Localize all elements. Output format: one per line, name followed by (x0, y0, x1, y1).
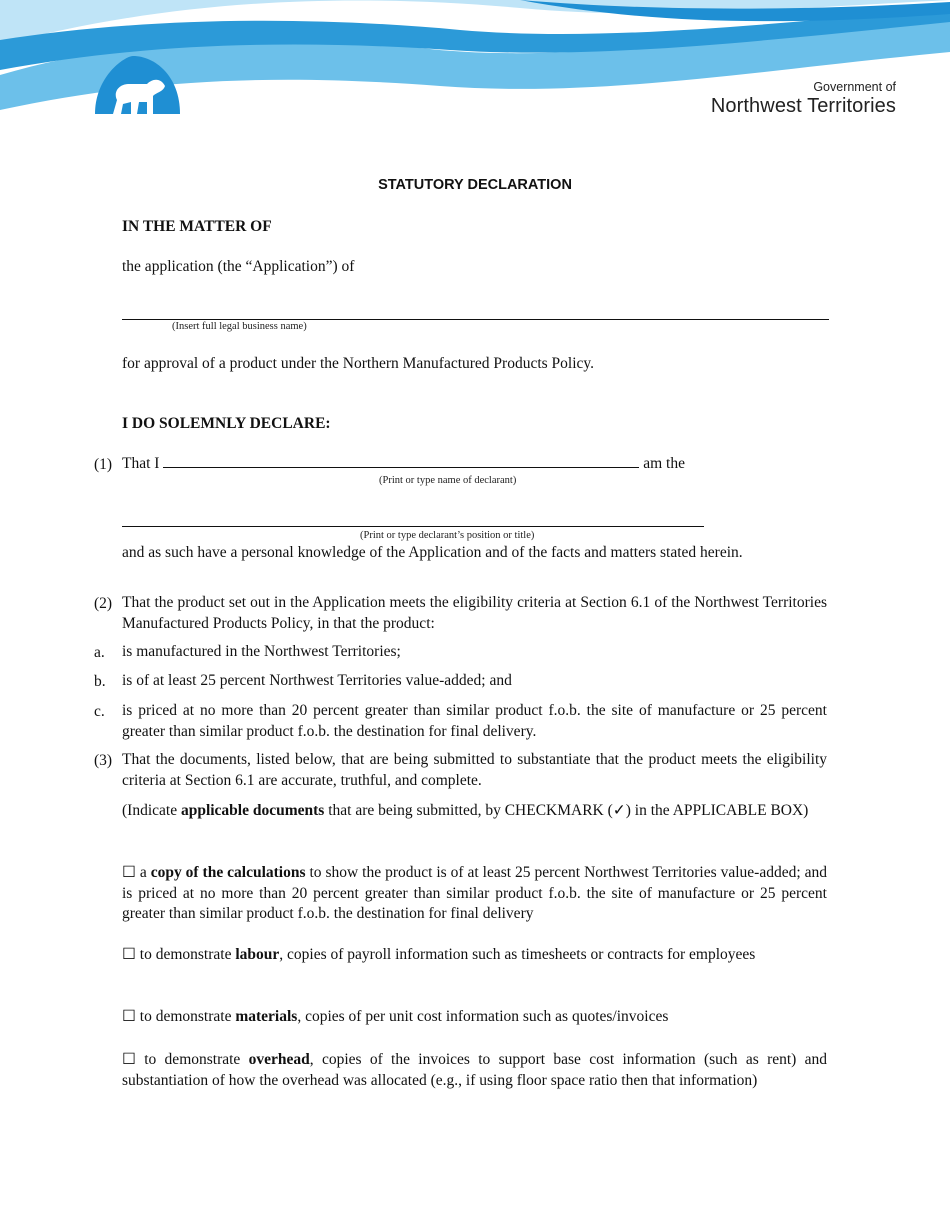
declarant-position-caption: (Print or type declarant’s position or title) (360, 530, 535, 541)
declarant-name-caption: (Print or type name of declarant) (379, 475, 517, 486)
criteria-c-letter: c. (94, 703, 105, 720)
business-name-line[interactable] (122, 319, 829, 320)
gov-large-text: Northwest Territories (710, 95, 896, 117)
labour-pre: to demonstrate (135, 946, 236, 963)
document-title: STATUTORY DECLARATION (378, 177, 572, 193)
overhead-bold: overhead (248, 1051, 310, 1068)
item-1-number: (1) (94, 456, 113, 473)
declare-heading: I DO SOLEMNLY DECLARE: (122, 415, 331, 432)
item-2-number: (2) (94, 595, 113, 612)
item-2-text: That the product set out in the Application meets the eligibility criteria at Section 6.1 of the Northwest Territories Manufactured Products Policy, in that the product: (122, 594, 827, 632)
criteria-b-letter: b. (94, 673, 106, 690)
gov-small-text: Government of (813, 80, 896, 94)
matter-heading: IN THE MATTER OF (122, 218, 272, 235)
item-3-number: (3) (94, 752, 113, 769)
materials-bold: materials (235, 1008, 298, 1025)
checkbox-item-overhead (122, 1050, 827, 1091)
checkbox-item-labour (122, 945, 827, 966)
calc-post: to show the product is of at least 25 percent Northwest Territories value-added; and is priced at no more than 20 percent greater than similar product f.o.b. the site of manufacture or 25 percent greater than similar product f.o.b. the destination for final delivery (122, 864, 827, 922)
header-wave-banner (0, 0, 950, 140)
checkbox[interactable]: ☐ (122, 946, 136, 963)
criteria-a-letter: a. (94, 644, 105, 661)
criteria-c-text: is priced at no more than 20 percent greater than similar product f.o.b. the site of manufacture or 25 percent greater than similar product f.o.b. the destination for final delivery. (122, 702, 827, 740)
criteria-a-text: is manufactured in the Northwest Territories; (122, 643, 401, 660)
business-name-caption: (Insert full legal business name) (172, 321, 307, 332)
indicate-bold: applicable documents (180, 802, 325, 819)
criteria-b-text: is of at least 25 percent Northwest Territories value-added; and (122, 672, 512, 689)
overhead-pre: to demonstrate (135, 1051, 249, 1068)
item-1-prefix: That I (122, 455, 160, 472)
materials-post: , copies of per unit cost information such as quotes/invoices (297, 1008, 669, 1025)
item-1-suffix: am the (643, 455, 685, 472)
calc-bold: copy of the calculations (150, 864, 306, 881)
materials-pre: to demonstrate (135, 1008, 236, 1025)
indicate-pre: (Indicate (122, 802, 181, 819)
overhead-post: , copies of the invoices to support base cost information (such as rent) and substantiation of how the overhead was allocated (e.g., if using floor space ratio then that information) (122, 1051, 828, 1089)
labour-post: , copies of payroll information such as timesheets or contracts for employees (279, 946, 756, 963)
item-1-text: and as such have a personal knowledge of the Application and of the facts and matters stated herein. (122, 544, 743, 561)
indicate-instructions (122, 801, 827, 822)
item-1-line (122, 454, 832, 475)
checkbox-item-calculations (122, 863, 827, 925)
labour-bold: labour (235, 946, 280, 963)
checkbox[interactable]: ☐ (122, 864, 136, 881)
checkbox[interactable]: ☐ (122, 1008, 136, 1025)
indicate-post: that are being submitted, by CHECKMARK (✓) in the APPLICABLE BOX) (324, 802, 809, 819)
declarant-position-field[interactable] (122, 526, 704, 527)
item-3-text: That the documents, listed below, that are being submitted to substantiate that the product meets the eligibility criteria at Section 6.1 are accurate, truthful, and complete. (122, 751, 827, 789)
calc-pre: a (135, 864, 151, 881)
government-logotype (711, 80, 896, 118)
declarant-name-field[interactable] (163, 455, 639, 468)
checkbox-item-materials (122, 1007, 827, 1028)
approval-text: for approval of a product under the Northern Manufactured Products Policy. (122, 355, 595, 372)
application-intro: the application (the “Application”) of (122, 258, 355, 275)
checkbox[interactable]: ☐ (122, 1051, 136, 1068)
